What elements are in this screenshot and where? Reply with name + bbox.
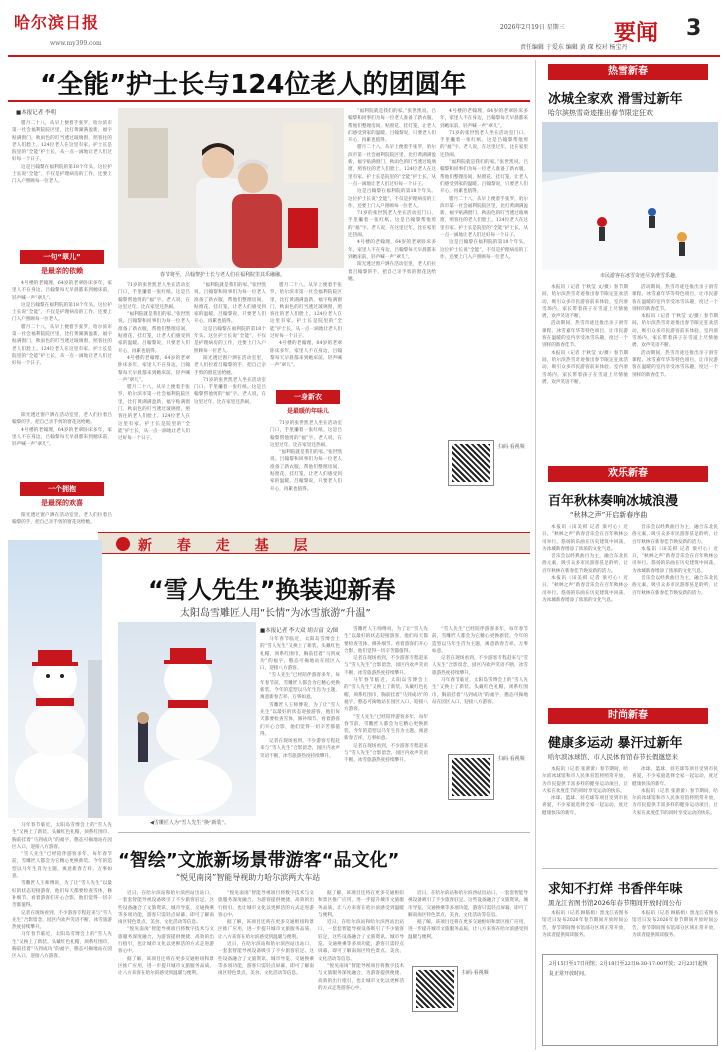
right4-headline[interactable]: 求知不打烊 书香伴年味 [548,882,683,897]
right1-headline[interactable]: 冰城全家欢 滑雪过新年 [548,92,683,107]
right1-caption: 市民游客在冰雪奇迹尽享滑雪乐趣。 [600,273,681,279]
story2-col4: 马年春节临近，太阳岛雪博会上的“雪人先生”又换上了新装。头戴红色礼帽，颈系红围巾，胸前挂着“马到成功”的福字，憨态可掬地站在园区入口，迎接八方游客。 “雪人先生”已经陪伴游客多年，每年春节前，雪雕匠人都会为它精心更换新装。今年的造型以马年生肖为主题，寓意新春吉祥、万事如意。 雪雕匠人王师傅说，为了让“雪人先生”以最好的状态迎接游客，他们每天都要检查雪体，修补细节。看着游客们开心合影，他们觉得一切辛苦都值得。 记者在现场看到，不少游客专程赶来与“雪人先生”合影留念，园区内欢声笑语不断，冰雪旅游热度持续攀升。 马年春节临近，太阳岛雪博会上的“雪人先生”又换上了新装。头戴红色礼帽，颈系红围巾，胸前挂着“马到成功”的福字，憨态可掬地站在园区入口，迎接八方游客。 [12,823,112,960]
story1-col3: “福利院就是我们的家。”张世凯说。吕翰黎和同事们为每一位老人准备了新衣服，帮他们整理房间，贴窗花、挂灯笼，让老人们感受到家的温暖。吕翰黎说，只要老人们开心，再累也值得。 这是吕翰黎在福利院的第18个年头。这位护士长说“全能”，不仅是护理病房的工作，还要上门入户照顾每一位老人。 阳光透过窗户洒在活动室里，老人们拉着吕翰黎的手，把自己亲手剪的窗花送给她。 71岁的张世凯老人坐在活动室门口，手里攥着一张红纸。这是吕翰黎帮他剪的“福”字。老人说，在这里过年，比在家里还热闹。 [194,283,266,405]
story1-col2: 71岁的张世凯老人坐在活动室门口，手里攥着一张红纸。这是吕翰黎帮他剪的“福”字。老人说，在这里过年，比在家里还热闹。 “福利院就是我们的家。”张世凯说。吕翰黎和同事们为每一位老人准备了新衣服，帮他们整理房间，贴窗花、挂灯笼，让老人们感受到家的温暖。吕翰黎说，只要老人们开心，再累也值得。 4号楼的老翰理，64岁的老翠卧床多年，家里人不在身边，吕翰黎每天早晨都来到她床前，轻声喊一声“翠儿”。 腊月二十八，从早上便着手张罗，哈尔滨市第一社会福利院院区里，比打黄湖满盈新，福字贴满窗门，秋雨色的叮当透过玻璃窗，照客往的老人们脸上。124位老人在这里有家。护士长是院里的“全能”护士长，从一点一滴地让老人们过好每一个日子。 [118,283,190,442]
story2-col2: 雪雕匠人王师傅说，为了让“雪人先生”以最好的状态迎接游客，他们每天都要检查雪体，修补细节。看着游客们开心合影，他们觉得一切辛苦都值得。 记者在现场看到，不少游客专程赶来与“雪人先生”合影留念，园区内欢声笑语不断，冰雪旅游热度持续攀升。 马年春节临近，太阳岛雪博会上的“雪人先生”又换上了新装。头戴红色礼帽，颈系红围巾，胸前挂着“马到成功”的福字，憨态可掬地站在园区入口，迎接八方游客。 “雪人先生”已经陪伴游客多年，每年春节前，雪雕匠人都会为它精心更换新装。今年的造型以马年生肖为主题，寓意新春吉祥、万事如意。 记者在现场看到，不少游客专程赶来与“雪人先生”合影留念，园区内欢声笑语不断，冰雪旅游热度持续攀升。 [344,627,428,764]
page-number: 3 [686,16,702,41]
column-divider [535,60,536,1050]
story1-col1d: 阳光透过窗户洒在活动室里，老人们拉着吕翰黎的手，把自己亲手剪的窗花送给她。 4号楼的老翰理，64岁的老翠卧床多年，家里人不在身边，吕翰黎每天早晨都来到她床前，轻声喊一声“翠儿”。 [12,413,112,448]
story1-photo [118,108,344,268]
nurse-and-elder-illustration [118,108,344,268]
story3-col2: “悦见南岗”智能导视项目将数字技术与文旅服务深度融合，为游客提供便捷、高效的出行指引，也让城市文化以更鲜活的方式走进游客心中。 据了解，该项目还将在更多交通枢纽和景区推广应用，进一步提升城市文旅服务品质，让八方来客在哈尔滨感受到温暖与便利。 近日，在哈尔滨站和哈尔滨西站出站口，一套套智能导视设备吸引了不少旅客驻足。这些设备融合了文旅资讯、城市导览、交通换乘等多项功能，游客只需轻点屏幕，即可了解南岗区特色景点、美食、文化活动等信息。 [218,891,314,977]
section-banner [98,532,530,554]
newspaper-url: www.my399.com [50,40,102,47]
snowman-worker-illustration [118,622,256,816]
story1-subhead2b: 是最深的欢喜 [41,499,83,507]
story3-rule [118,832,530,833]
story1-rule [8,100,530,102]
right1-tag: 热雪新春 [548,64,708,80]
ski-slope-illustration [542,122,718,270]
story2-col1: 马年春节临近，太阳岛雪博会上的“雪人先生”又换上了新装。头戴红色礼帽，颈系红围巾，胸前挂着“马到成功”的福字，憨态可掬地站在园区入口，迎接八方游客。 “雪人先生”已经陪伴游客多年，每年春节前，雪雕匠人都会为它精心更换新装。今年的造型以马年生肖为主题，寓意新春吉祥、万事如意。 雪雕匠人王师傅说，为了让“雪人先生”以最好的状态迎接游客，他们每天都要检查雪体，修补细节。看着游客们开心合影，他们觉得一切辛苦都值得。 记者在现场看到，不少游客专程赶来与“雪人先生”合影留念，园区内欢声笑语不断，冰雪旅游热度持续攀升。 [260,637,340,759]
story1-byline: ■本报记者 李明 [16,110,56,116]
right2-tag: 欢乐新春 [548,466,708,482]
story1-col1c: 阳光透过窗户洒在活动室里，老人们拉着吕翰黎的手，把自己亲手剪的窗花送给她。 [12,513,112,526]
story3-qr-code[interactable] [412,966,458,1012]
right1-deck: 哈尔滨热雪奇迹推出春节限定狂欢 [548,109,653,117]
editors-line: 责任编辑 于爱东 编辑 黄 琛 校对 杨宝丹 [520,44,628,51]
right3-headline[interactable]: 健康多运动 暴汗过新年 [548,736,683,751]
right4-col1: 本报讯（记者 顾临娟）黑龙江省图书馆近日发布2026年春节期间开放时间公告，春节期间图书馆部分区域正常开放，为读者提供阅读服务。 [542,911,628,938]
right2-deck: “秋林之声”开启新春序曲 [570,511,648,519]
story3-col1: 近日，在哈尔滨站和哈尔滨西站出站口，一套套智能导视设备吸引了不少旅客驻足。这些设备融合了文旅资讯、城市导览、交通换乘等多项功能，游客只需轻点屏幕，即可了解南岗区特色景点、美食、文化活动等信息。 “悦见南岗”智能导视项目将数字技术与文旅服务深度融合，为游客提供便捷、高效的出行指引，也让城市文化以更鲜活的方式走进游客心中。 据了解，该项目还将在更多交通枢纽和景区推广应用，进一步提升城市文旅服务品质，让八方来客在哈尔滨感受到温暖与便利。 [118,891,214,977]
story1-subhead1: 一句“翠儿” [20,250,104,264]
right4-schedule-box [542,954,718,1046]
right1-col1: 本报讯（记者 于秋莹 文/摄）春节期间，哈尔滨热雪奇迹推出春节限定狂欢活动，吸引众多市民游客前来体验。室内滑雪场内，家长带着孩子在雪道上尽情驰骋，欢声笑语不断。 活动期间，热雪奇迹还推出亲子滑雪课程、冰雪嘉年华等特色项目，让市民游客在温暖的室内享受冰雪乐趣，度过一个别样的新春佳节。 本报讯（记者 于秋莹 文/摄）春节期间，哈尔滨热雪奇迹推出春节限定狂欢活动，吸引众多市民游客前来体验。室内滑雪场内，家长带着孩子在雪道上尽情驰骋，欢声笑语不断。 [542,285,628,385]
right3-col2: 冰球、篮球、羽毛球等项目受到市民喜爱，不少家庭选择全家一起运动，度过健康快乐的新年。 本报讯（记者 张蕾蕾）春节期间，哈尔滨冰球馆和市人民体育馆将照常开放，为市民提供丰富多样的健身运动项目，让大家在欢度佳节的同时享受运动的快乐。 [632,767,718,816]
story3-col3: 据了解，该项目还将在更多交通枢纽和景区推广应用，进一步提升城市文旅服务品质，让八方来客在哈尔滨感受到温暖与便利。 近日，在哈尔滨站和哈尔滨西站出站口，一套套智能导视设备吸引了不少旅客驻足。这些设备融合了文旅资讯、城市导览、交通换乘等多项功能，游客只需轻点屏幕，即可了解南岗区特色景点、美食、文化活动等信息。 “悦见南岗”智能导视项目将数字技术与文旅服务深度融合，为游客提供便捷、高效的出行指引，也让城市文化以更鲜活的方式走进游客心中。 [318,891,404,991]
right4-schedule: 2月15日至17日闭馆；2月18日至22日8:30-17:00开放；2月23日起恢复正常开放时间。 [549,961,708,977]
story2-headline[interactable]: “雪人先生”换装迎新春 [148,576,396,604]
story2-qr-code[interactable] [448,754,494,800]
right1-col2: 活动期间，热雪奇迹还推出亲子滑雪课程、冰雪嘉年华等特色项目，让市民游客在温暖的室内享受冰雪乐趣，度过一个别样的新春佳节。 本报讯（记者 于秋莹 文/摄）春节期间，哈尔滨热雪奇迹推出春节限定狂欢活动，吸引众多市民游客前来体验。室内滑雪场内，家长带着孩子在雪道上尽情驰骋，欢声笑语不断。 活动期间，热雪奇迹还推出亲子滑雪课程、冰雪嘉年华等特色项目，让市民游客在温暖的室内享受冰雪乐趣，度过一个别样的新春佳节。 [632,285,718,378]
story2-col3: “雪人先生”已经陪伴游客多年，每年春节前，雪雕匠人都会为它精心更换新装。今年的造型以马年生肖为主题，寓意新春吉祥、万事如意。 记者在现场看到，不少游客专程赶来与“雪人先生”合影留念，园区内欢声笑语不断，冰雪旅游热度持续攀升。 马年春节临近，太阳岛雪博会上的“雪人先生”又换上了新装。头戴红色礼帽，颈系红围巾，胸前挂着“马到成功”的福字，憨态可掬地站在园区入口，迎接八方游客。 [432,627,528,705]
story1-caption: 春节将至，吕翰黎护士长与老人们在福利院里其乐融融。 [160,272,286,278]
story2-photo [8,540,102,818]
story3-col4: 近日，在哈尔滨站和哈尔滨西站出站口，一套套智能导视设备吸引了不少旅客驻足。这些设备融合了文旅资讯、城市导览、交通换乘等多项功能，游客只需轻点屏幕，即可了解南岗区特色景点、美食、文化活动等信息。 据了解，该项目还将在更多交通枢纽和景区推广应用，进一步提升城市文旅服务品质，让八方来客在哈尔滨感受到温暖与便利。 [408,891,528,940]
masthead-divider [8,55,720,57]
section-title: 要闻 [614,21,659,46]
newspaper-logo: 哈尔滨日报 [14,13,100,32]
story2-qr-label: 扫码·看视频 [498,756,525,762]
story1-col4b: 71岁的张世凯老人坐在活动室门口，手里攥着一张红纸。这是吕翰黎帮他剪的“福”字。老人说，在这里过年，比在家里还热闹。 “福利院就是我们的家。”张世凯说。吕翰黎和同事们为每一位老人准备了新衣服，帮他们整理房间，贴窗花、挂灯笼，让老人们感受到家的温暖。吕翰黎说，只要老人们开心，再累也值得。 [270,421,342,492]
right3-deck: 哈尔滨冰球馆、市人民体育馆春节长假邀您来 [548,753,678,761]
story1-headline[interactable]: “全能”护士长与124位老人的团圆年 [40,70,467,100]
story1-col4: 腊月二十八，从早上便着手张罗，哈尔滨市第一社会福利院院区里，比打黄湖满盈新，福字贴满窗门，秋雨色的叮当透过玻璃窗，照客往的老人们脸上。124位老人在这里有家。护士长是院里的“全能”护士长，从一点一滴地让老人们过好每一个日子。 4号楼的老翰理，64岁的老翠卧床多年，家里人不在身边，吕翰黎每天早晨都来到她床前，轻声喊一声“翠儿”。 [270,283,342,369]
story1-col6: 4号楼的老翰理，64岁的老翠卧床多年，家里人不在身边，吕翰黎每天早晨都来到她床前，轻声喊一声“翠儿”。 71岁的张世凯老人坐在活动室门口，手里攥着一张红纸。这是吕翰黎帮他剪的“福”字。老人说，在这里过年，比在家里还热闹。 “福利院就是我们的家。”张世凯说。吕翰黎和同事们为每一位老人准备了新衣服，帮他们整理房间，贴窗花、挂灯笼，让老人们感受到家的温暖。吕翰黎说，只要老人们开心，再累也值得。 腊月二十八，从早上便着手张罗，哈尔滨市第一社会福利院院区里，比打黄湖满盈新，福字贴满窗门，秋雨色的叮当透过玻璃窗，照客往的老人们脸上。124位老人在这里有家。护士长是院里的“全能”护士长，从一点一滴地让老人们过好每一个日子。 这是吕翰黎在福利院的第18个年头。这位护士长说“全能”，不仅是护理病房的工作，还要上门入户照顾每一位老人。 [440,109,528,260]
right4-deck: 黑龙江省图书馆2026年春节期间开放时间公布 [548,899,682,907]
snowman-illustration [8,540,102,818]
right3-tag: 时尚新春 [548,708,708,724]
story2-byline: ■本报记者 李大双 胡吉富 文/图 [260,628,339,634]
story2-deck: 太阳岛雪雕匠人用“长情”为冰雪旅游“升温” [180,608,371,619]
banner-text: 新 春 走 基 层 [138,538,318,554]
banner-ornament-icon [116,537,130,551]
right4-col2: 本报讯（记者 顾临娟）黑龙江省图书馆近日发布2026年春节期间开放时间公告，春节期间图书馆部分区域正常开放，为读者提供阅读服务。 [632,911,718,938]
right3-col1: 本报讯（记者 张蕾蕾）春节期间，哈尔滨冰球馆和市人民体育馆将照常开放，为市民提供丰富多样的健身运动项目，让大家在欢度佳节的同时享受运动的快乐。 冰球、篮球、羽毛球等项目受到市民喜爱，不少家庭选择全家一起运动，度过健康快乐的新年。 [542,767,628,816]
story3-qr-label: 扫码·看视频 [462,970,489,976]
issue-date: 2026年2月19日 星期三 [500,24,565,31]
story1-subhead1b: 是最亲的依赖 [41,267,83,275]
right2-headline[interactable]: 百年秋林奏响冰城浪漫 [548,494,679,509]
story1-col5: “福利院就是我们的家。”张世凯说。吕翰黎和同事们为每一位老人准备了新衣服，帮他们整理房间，贴窗花、挂灯笼，让老人们感受到家的温暖。吕翰黎说，只要老人们开心，再累也值得。 腊月二十八，从早上便着手张罗，哈尔滨市第一社会福利院院区里，比打黄湖满盈新，福字贴满窗门，秋雨色的叮当透过玻璃窗，照客往的老人们脸上。124位老人在这里有家。护士长是院里的“全能”护士长，从一点一滴地让老人们过好每一个日子。 这是吕翰黎在福利院的第18个年头。这位护士长说“全能”，不仅是护理病房的工作，还要上门入户照顾每一位老人。 71岁的张世凯老人坐在活动室门口，手里攥着一张红纸。这是吕翰黎帮他剪的“福”字。老人说，在这里过年，比在家里还热闹。 4号楼的老翰理，64岁的老翠卧床多年，家里人不在身边，吕翰黎每天早晨都来到她床前，轻声喊一声“翠儿”。 阳光透过窗户洒在活动室里，老人们拉着吕翰黎的手，把自己亲手剪的窗花送给她。 [348,109,436,282]
story1-qr-code[interactable] [448,440,494,486]
story2-caption: ◀雪雕匠人为“雪人先生”换“新装”。 [150,820,230,826]
story2-photo2 [118,622,256,816]
story1-col1: 腊月二十八，从早上便着手张罗，哈尔滨市第一社会福利院院区里，比打黄湖满盈新，福字贴满窗门，秋雨色的叮当透过玻璃窗，照客往的老人们脸上。124位老人在这里有家。护士长是院里的“全能”护士长，从一点一滴地让老人们过好每一个日子。 这是吕翰黎在福利院的第18个年头。这位护士长说“全能”，不仅是护理病房的工作，还要上门入户照顾每一位老人。 [12,121,112,185]
story3-deck: “悦见南岗”智能导视助力哈尔滨两大车站 [176,873,321,882]
story1-qr-label: 扫码·看视频 [498,444,525,450]
story1-subhead3b: 是最暖的年味儿 [286,408,329,415]
story1-subhead3: 一身新衣 [276,390,340,404]
story1-subhead2: 一个拥抱 [20,482,104,496]
right2-col2: 音乐会以经典曲目为主，融合东北民俗元素，吸引众多市民游客驻足聆听，让百年秋林在新春佳节焕发新的活力。 本报讯（田美祺 记者 梁可心）近日，“秋林之声”新春音乐会在百年秋林公司举行。悠扬的乐曲在历史建筑中回荡，为冰城新春增添了浓浓的文化气息。 音乐会以经典曲目为主，融合东北民俗元素，吸引众多市民游客驻足聆听，让百年秋林在新春佳节焕发新的活力。 [632,525,718,596]
right4-rule [542,868,718,869]
right1-photo [542,122,718,270]
right2-col1: 本报讯（田美祺 记者 梁可心）近日，“秋林之声”新春音乐会在百年秋林公司举行。悠扬的乐曲在历史建筑中回荡，为冰城新春增添了浓浓的文化气息。 音乐会以经典曲目为主，融合东北民俗元素，吸引众多市民游客驻足聆听，让百年秋林在新春佳节焕发新的活力。 本报讯（田美祺 记者 梁可心）近日，“秋林之声”新春音乐会在百年秋林公司举行。悠扬的乐曲在历史建筑中回荡，为冰城新春增添了浓浓的文化气息。 [542,525,628,603]
story1-col1b: 4号楼的老翰理，64岁的老翠卧床多年，家里人不在身边，吕翰黎每天早晨都来到她床前，轻声喊一声“翠儿”。 这是吕翰黎在福利院的第18个年头。这位护士长说“全能”，不仅是护理病房的工作，还要上门入户照顾每一位老人。 腊月二十八，从早上便着手张罗，哈尔滨市第一社会福利院院区里，比打黄湖满盈新，福字贴满窗门，秋雨色的叮当透过玻璃窗，照客往的老人们脸上。124位老人在这里有家。护士长是院里的“全能”护士长，从一点一滴地让老人们过好每一个日子。 [12,281,112,367]
story3-headline[interactable]: “智绘”文旅新场景带游客“品文化” [118,850,400,871]
